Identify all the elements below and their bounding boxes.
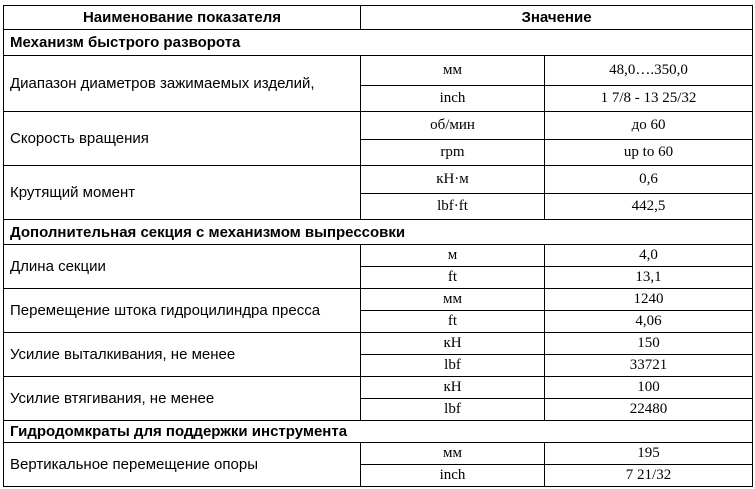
- param-unit: мм: [361, 443, 545, 465]
- param-value: 13,1: [545, 267, 753, 289]
- param-value: 1 7/8 - 13 25/32: [545, 86, 753, 112]
- table-row: [4, 56, 753, 86]
- param-unit: ft: [361, 311, 545, 333]
- param-value: 195: [545, 443, 753, 465]
- param-name: Крутящий момент: [4, 166, 361, 220]
- param-unit: кН·м: [361, 166, 545, 194]
- param-name: Усилие выталкивания, не менее: [4, 333, 361, 377]
- param-name: Усилие втягивания, не менее: [4, 377, 361, 421]
- param-unit: мм: [361, 289, 545, 311]
- param-value: 100: [545, 377, 753, 399]
- param-value: 150: [545, 333, 753, 355]
- table-row: [4, 289, 753, 311]
- param-name: Скорость вращения: [4, 112, 361, 166]
- param-unit: inch: [361, 465, 545, 487]
- section-row: [4, 421, 753, 443]
- param-unit: кН: [361, 377, 545, 399]
- param-value: 7 21/32: [545, 465, 753, 487]
- param-value: 48,0….350,0: [545, 56, 753, 86]
- table-row: [4, 245, 753, 267]
- param-value: 442,5: [545, 194, 753, 220]
- param-value: 1240: [545, 289, 753, 311]
- param-name: Перемещение штока гидроцилиндра пресса: [4, 289, 361, 333]
- table-row: [4, 333, 753, 355]
- header-row: [4, 6, 753, 30]
- table-row: [4, 443, 753, 465]
- param-unit: lbf: [361, 399, 545, 421]
- param-name: Диапазон диаметров зажимаемых изделий,: [4, 56, 361, 112]
- param-unit: ft: [361, 267, 545, 289]
- section-title: Дополнительная секция с механизмом выпрессовки: [4, 220, 753, 245]
- param-unit: lbf: [361, 355, 545, 377]
- table-row: [4, 377, 753, 399]
- param-value: 22480: [545, 399, 753, 421]
- param-value: до 60: [545, 112, 753, 140]
- section-row: [4, 30, 753, 56]
- param-unit: м: [361, 245, 545, 267]
- section-row: [4, 220, 753, 245]
- spec-table: [3, 5, 753, 487]
- param-unit: rpm: [361, 140, 545, 166]
- section-title: Механизм быстрого разворота: [4, 30, 753, 56]
- param-unit: lbf·ft: [361, 194, 545, 220]
- param-value: 0,6: [545, 166, 753, 194]
- table-row: [4, 166, 753, 194]
- param-name: Длина секции: [4, 245, 361, 289]
- param-value: 4,0: [545, 245, 753, 267]
- param-unit: об/мин: [361, 112, 545, 140]
- param-value: 33721: [545, 355, 753, 377]
- header-value: Значение: [361, 6, 753, 30]
- param-value: up to 60: [545, 140, 753, 166]
- section-title: Гидродомкраты для поддержки инструмента: [4, 421, 753, 443]
- header-name: Наименование показателя: [4, 6, 361, 30]
- param-unit: кН: [361, 333, 545, 355]
- param-unit: inch: [361, 86, 545, 112]
- param-name: Вертикальное перемещение опоры: [4, 443, 361, 487]
- table-row: [4, 112, 753, 140]
- param-unit: мм: [361, 56, 545, 86]
- param-value: 4,06: [545, 311, 753, 333]
